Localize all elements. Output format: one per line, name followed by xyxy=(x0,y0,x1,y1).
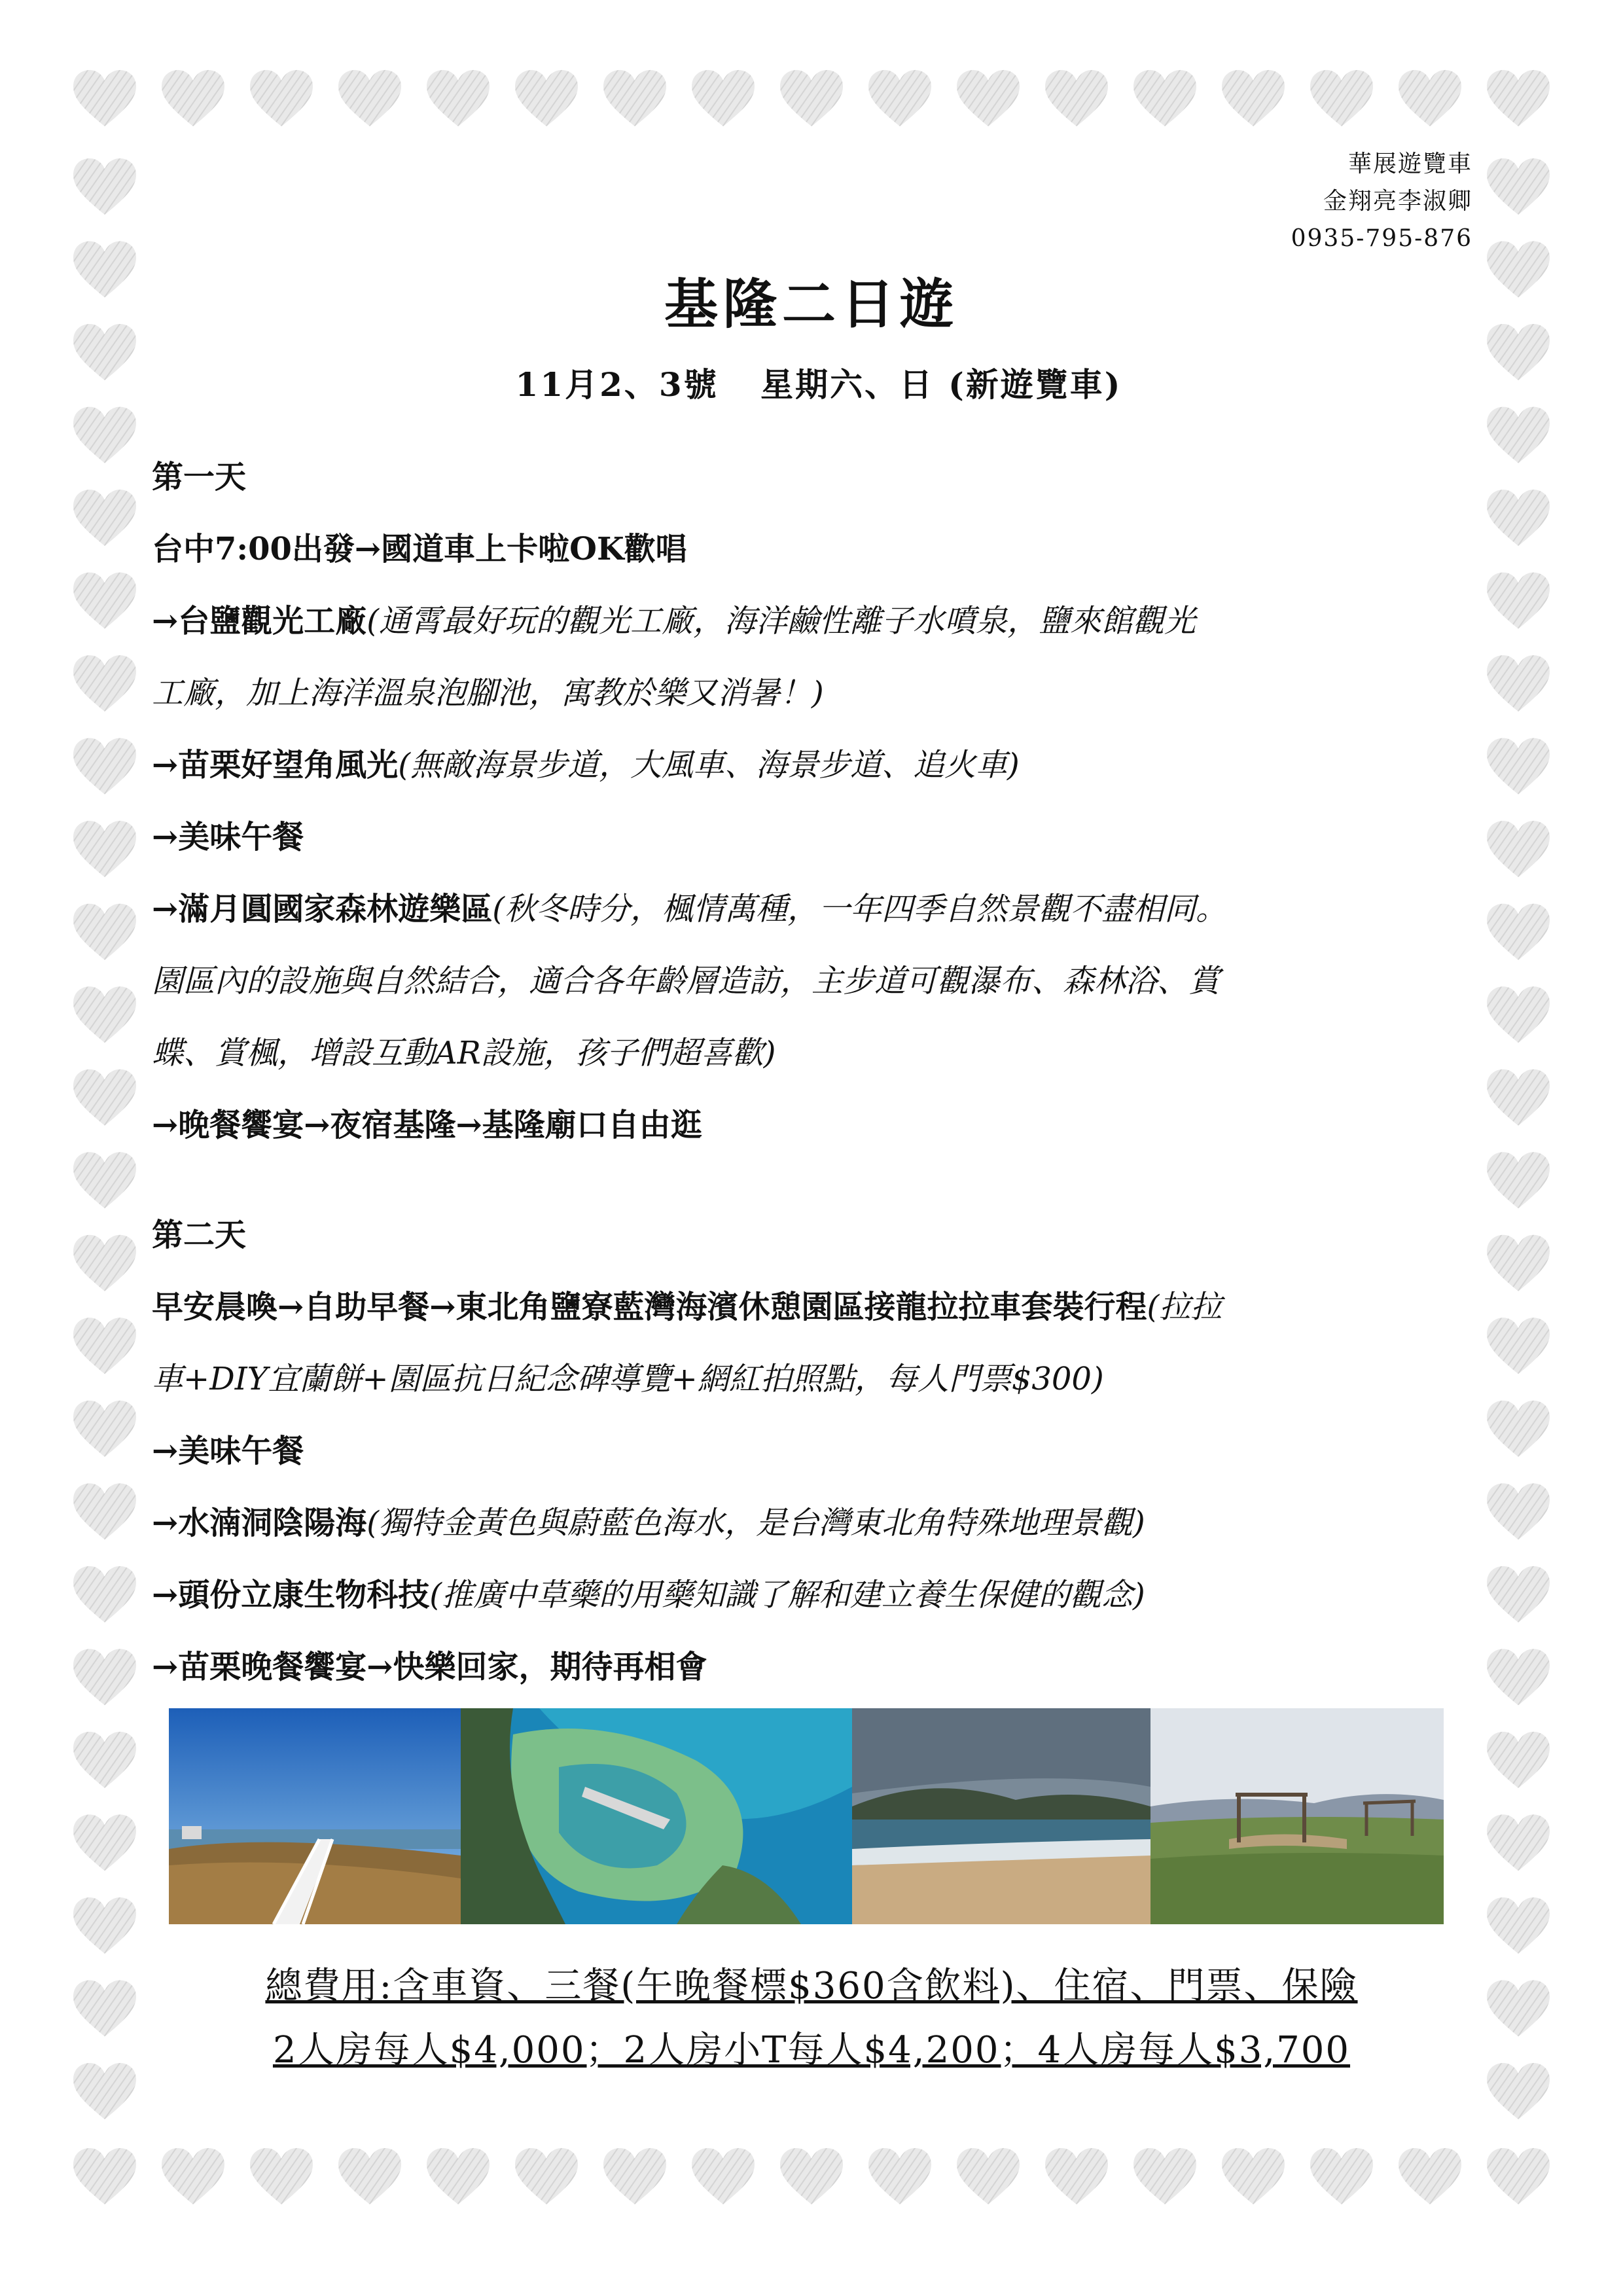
itinerary-line xyxy=(152,657,1467,729)
itinerary-note: (拉拉 xyxy=(1147,1289,1222,1325)
yin-yang-sea-aerial-photo xyxy=(461,1708,852,1924)
day1-label: 第一天 xyxy=(152,459,247,495)
itinerary-stop: →苗栗晚餐饗宴→快樂回家，期待再相會 xyxy=(152,1649,707,1685)
itinerary-line xyxy=(152,1631,1467,1703)
itinerary-stop: →頭份立康生物科技 xyxy=(152,1577,430,1613)
itinerary-line xyxy=(152,1559,1467,1631)
room-prices: 2人房每人$4,000；2人房小T每人$4,200；4人房每人$3,700 xyxy=(272,2029,1351,2072)
day2-label: 第二天 xyxy=(152,1217,247,1253)
itinerary-stop: →台鹽觀光工廠 xyxy=(152,603,367,639)
itinerary-note: 車+DIY宜蘭餅+園區抗日紀念碑導覽+網紅拍照點，每人門票$300) xyxy=(152,1361,1104,1397)
itinerary-line xyxy=(152,1415,1467,1487)
page-title: 基隆二日遊 xyxy=(664,273,959,336)
itinerary-stop: →滿月圓國家森林遊樂區 xyxy=(152,891,493,927)
itinerary-line xyxy=(152,1343,1467,1415)
itinerary-line xyxy=(152,1017,1467,1089)
itinerary-stop: →美味午餐 xyxy=(152,819,304,855)
coastal-boardwalk-photo xyxy=(169,1708,461,1924)
itinerary-note: 蝶、賞楓，增設互動AR設施，孩子們超喜歡) xyxy=(152,1035,776,1071)
trip-date: 11月2、3號 xyxy=(515,365,719,404)
itinerary-stop: →晚餐饗宴→夜宿基隆→基隆廟口自由逛 xyxy=(152,1107,702,1143)
itinerary-note: (獨特金黃色與蔚藍色海水，是台灣東北角特殊地理景觀) xyxy=(366,1505,1145,1541)
itinerary-line xyxy=(152,1089,1467,1161)
photo-strip xyxy=(169,1708,1444,1924)
day2-itinerary xyxy=(152,1199,1467,1703)
itinerary-note: (推廣中草藥的用藥知識了解和建立養生保健的觀念) xyxy=(429,1577,1145,1613)
itinerary-stop: →苗栗好望角風光 xyxy=(152,747,399,783)
itinerary-note: 工廠，加上海洋溫泉泡腳池，寓教於樂又消暑！) xyxy=(152,675,824,711)
itinerary-note: 園區內的設施與自然結合，適合各年齡層造訪，主步道可觀瀑布、森林浴、賞 xyxy=(152,963,1221,999)
itinerary-line xyxy=(152,1487,1467,1559)
company-phone: 0935-795-876 xyxy=(1291,225,1472,252)
itinerary-line xyxy=(152,729,1467,801)
fee-summary: 總費用:含車資、三餐(午晚餐標$360含飲料)、住宿、門票、保險 xyxy=(265,1965,1358,2007)
itinerary-stop: 台中7:00出發→國道車上卡啦OK歡唱 xyxy=(152,531,687,567)
itinerary-note: (無敵海景步道，大風車、海景步道、追火車) xyxy=(398,747,1020,783)
company-info xyxy=(1014,145,1472,257)
day1-itinerary xyxy=(152,441,1467,1161)
itinerary-stop: →美味午餐 xyxy=(152,1433,304,1469)
grassland-swing-photo xyxy=(1150,1708,1444,1924)
itinerary-note: (通霄最好玩的觀光工廠，海洋鹼性離子水噴泉，鹽來館觀光 xyxy=(366,603,1196,639)
company-name: 華展遊覽車 xyxy=(1347,151,1472,177)
itinerary-line xyxy=(152,513,1467,585)
trip-weekday: 星期六、日 xyxy=(760,365,935,404)
itinerary-stop: →水湳洞陰陽海 xyxy=(152,1505,367,1541)
itinerary-stop: 早安晨喚→自助早餐→東北角鹽寮藍灣海濱休憩園區接龍拉拉車套裝行程 xyxy=(152,1289,1147,1325)
itinerary-line xyxy=(152,801,1467,873)
itinerary-line xyxy=(152,873,1467,945)
trip-date-line xyxy=(0,359,1623,406)
company-contacts: 金翔亮李淑卿 xyxy=(1323,188,1472,215)
itinerary-line xyxy=(152,1271,1467,1343)
trip-bus-note: (新遊覽車) xyxy=(948,365,1122,404)
itinerary-line xyxy=(152,585,1467,657)
itinerary-note: (秋冬時分，楓情萬種，一年四季自然景觀不盡相同。 xyxy=(492,891,1227,927)
beach-photo xyxy=(852,1708,1150,1924)
itinerary-line xyxy=(152,945,1467,1017)
